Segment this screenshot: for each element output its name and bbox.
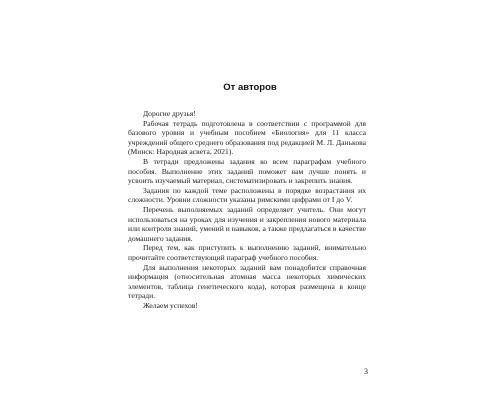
body-text	[128, 109, 366, 310]
paragraph-difficulty: Задания по каждой теме расположены в порядке возрастания их сложности. Уровни сложности указаны римскими цифрами от I до V.	[128, 185, 366, 205]
page-title: От авторов	[223, 82, 277, 93]
paragraph-closing: Желаем успехов!	[143, 300, 198, 310]
paragraph-tasks: В тетради предложены задания ко всем параграфам учебного пособия. Выполнение этих заданий поможет вам лучше понять и усвоить изучаемый материал, систематизировать и закрепить знания.	[128, 156, 366, 186]
paragraph-teacher: Перечень выполняемых заданий определяет учитель. Они могут использоваться на уроках для изучения и закрепления нового материала или контроля знаний, умений и навыков, а также предлагаться в качестве домашнего задания.	[128, 204, 366, 243]
greeting-paragraph: Дорогие друзья!	[143, 109, 196, 118]
page-number: 3	[364, 367, 368, 376]
paragraph-instructions: Перед тем, как приступить к выполнению заданий, внимательно прочитайте соответствующий параграф учебного пособия.	[128, 243, 366, 262]
paragraph-intro: Рабочая тетрадь подготовлена в соответствии с программой для базового уровня и учебным пособием «Биология» для 11 класса учреждений общего среднего образования под редакцией М. Л. Данькова (Минск: Народная асвета, 2021).	[128, 118, 366, 157]
paragraph-reference: Для выполнения некоторых заданий вам понадобится справочная информация (относительная атомная масса некоторых химических элементов, таблица генетического кода), которая размещена в конце тетради.	[128, 262, 366, 301]
